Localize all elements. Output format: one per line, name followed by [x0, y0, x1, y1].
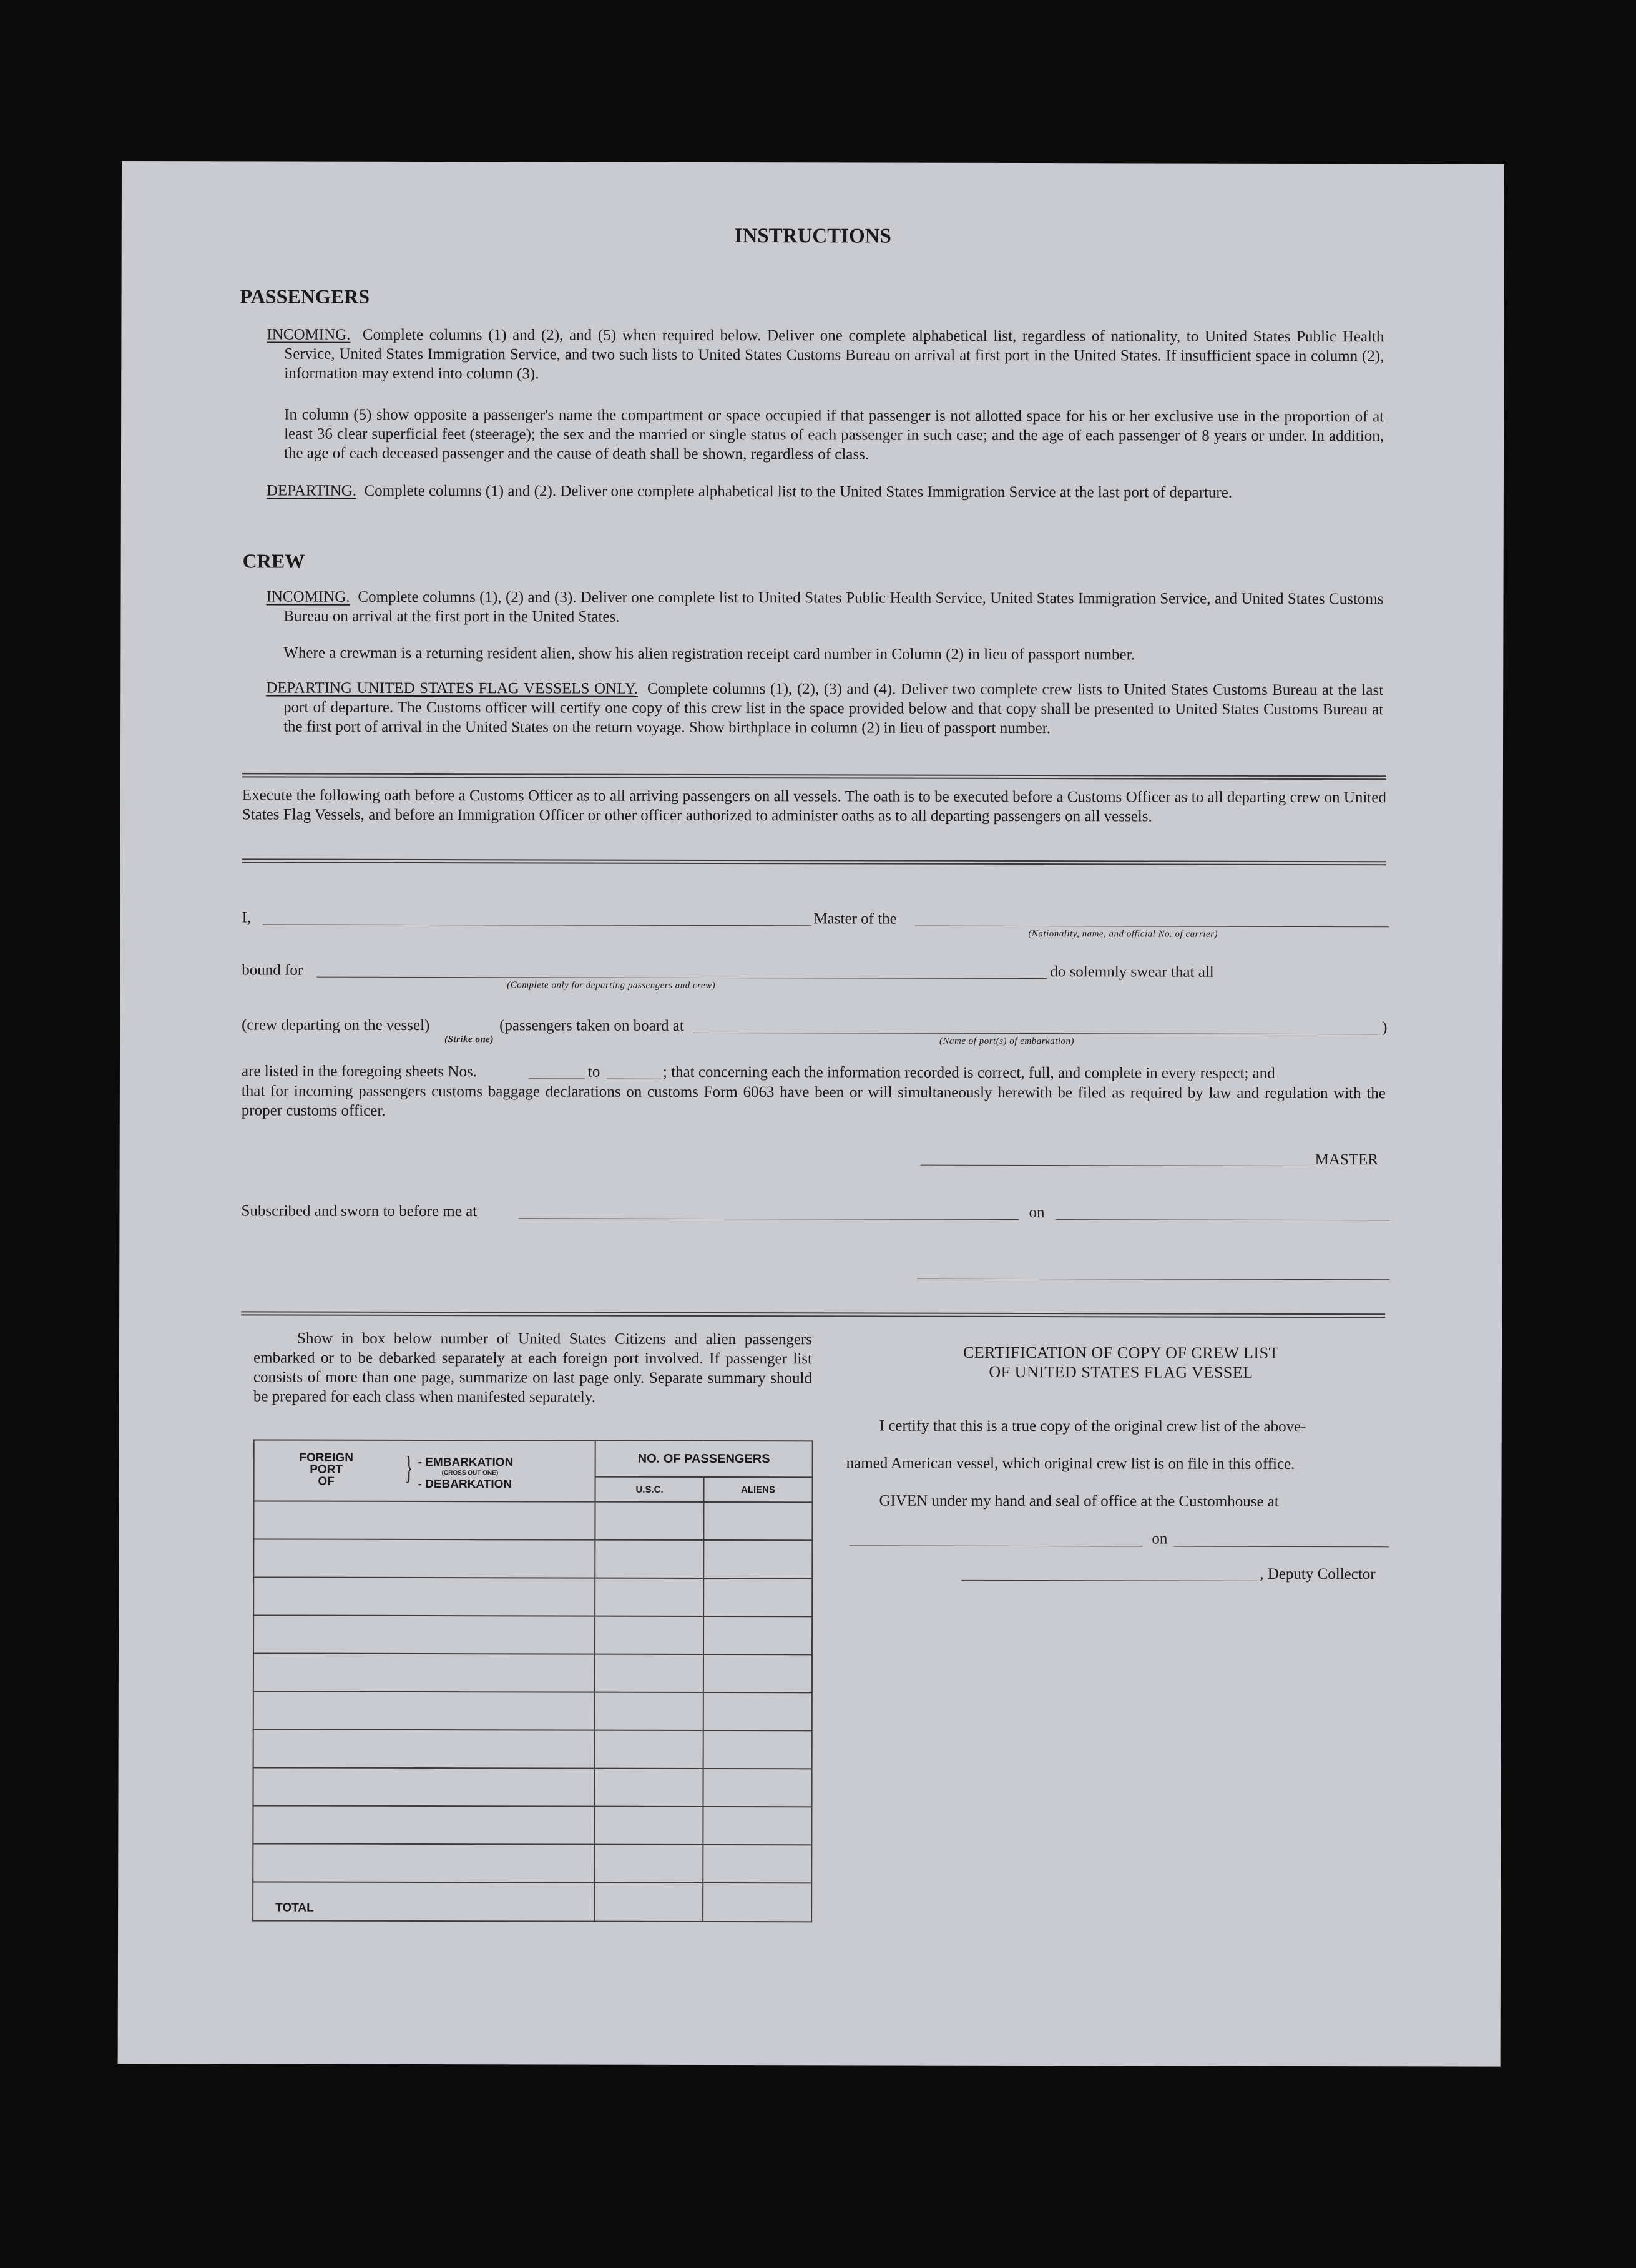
port-cell[interactable]: [253, 1615, 595, 1654]
master-of-label: Master of the: [813, 910, 897, 928]
port-cell[interactable]: [253, 1539, 595, 1578]
master-signature-field[interactable]: [921, 1165, 1320, 1166]
port-cell[interactable]: [253, 1691, 595, 1730]
aliens-header: ALIENS: [704, 1477, 813, 1502]
listed-start: are listed in the foregoing sheets Nos.: [241, 1063, 477, 1081]
port-header-line: OF: [318, 1475, 335, 1488]
crew-incoming: [266, 587, 1383, 628]
divider: [241, 1311, 1385, 1318]
usc-cell[interactable]: [595, 1616, 703, 1654]
form-page: [118, 161, 1504, 2067]
passenger-summary-table: [252, 1439, 813, 1922]
aliens-cell[interactable]: [703, 1769, 811, 1807]
customhouse-field[interactable]: [849, 1545, 1142, 1546]
summary-row: [253, 1501, 812, 1540]
port-header-cell: [254, 1440, 595, 1501]
master-label: MASTER: [1315, 1151, 1379, 1169]
summary-row: [253, 1805, 811, 1845]
summary-row: [253, 1843, 811, 1883]
crew-resident: Where a crewman is a returning resident alien, show his alien registration receipt card number in Column (2) in lieu of passport number.: [283, 644, 1135, 664]
crew-departing: [266, 678, 1383, 739]
passenger-option: (passengers taken on board at: [499, 1017, 684, 1034]
port-caption: (Name of port(s) of embarkation): [939, 1036, 1075, 1047]
crew-incoming-text: Complete columns (1), (2) and (3). Deliver one complete list to United States Public Health Service, United States Immigration Service, and United States Customs Bureau on arrival at the first port in the United States.: [283, 588, 1384, 626]
listed-rest: ; that concerning each the information recorded is correct, full, and complete in every respect; and: [662, 1063, 1275, 1082]
port-cell[interactable]: [253, 1767, 594, 1806]
passengers-departing-text: Complete columns (1) and (2). Deliver one complete alphabetical list to the United States Immigration Service at the last port of departure.: [364, 482, 1233, 501]
summary-instructions: Show in box below number of United States Citizens and alien passengers embarked or to be debarked separately at each foreign port involved. If passenger list consists of more than one page, summarize on last page only. Separate summary should be prepared for each class when manifested separately.: [253, 1330, 813, 1406]
passengers-incoming-text: Complete columns (1) and (2), and (5) when required below. Deliver one complete alphabetical list, regardless of nationality, to United States Public Health Service, United States Immigration Service, and two such lists to United States Customs Bureau on arrival at first port in the United States. If insufficient space in column (2), information may extend into column (3).: [284, 326, 1384, 383]
usc-cell[interactable]: [595, 1540, 703, 1578]
total-label: TOTAL: [253, 1882, 594, 1921]
certification-title-line: OF UNITED STATES FLAG VESSEL: [989, 1362, 1253, 1382]
sworn-date-field[interactable]: [1056, 1219, 1389, 1220]
usc-cell[interactable]: [594, 1807, 703, 1845]
cert-line-1: I certify that this is a true copy of the original crew list of the above-: [879, 1417, 1306, 1435]
usc-cell[interactable]: [595, 1730, 703, 1769]
aliens-cell[interactable]: [703, 1616, 812, 1654]
passengers-heading: PASSENGERS: [240, 285, 370, 308]
cert-on-label: on: [1152, 1530, 1168, 1548]
aliens-cell[interactable]: [703, 1540, 812, 1578]
strike-caption: (Strike one): [444, 1034, 494, 1045]
cert-line-2: named American vessel, which original crew list is on file in this office.: [846, 1455, 1295, 1473]
embarkation-port-field[interactable]: [693, 1033, 1379, 1034]
officer-signature-field[interactable]: [917, 1279, 1389, 1280]
deputy-label: , Deputy Collector: [1260, 1565, 1376, 1583]
port-cell[interactable]: [253, 1653, 595, 1692]
cross-header: (CROSS OUT ONE): [441, 1470, 499, 1477]
bound-for-field[interactable]: [316, 977, 1047, 979]
usc-cell[interactable]: [594, 1769, 703, 1807]
port-header: [289, 1452, 364, 1488]
passengers-departing: [267, 481, 1384, 503]
summary-row: [253, 1653, 812, 1692]
port-cell[interactable]: [253, 1729, 595, 1768]
certification-title: [840, 1342, 1402, 1382]
sworn-place-field[interactable]: [519, 1218, 1018, 1220]
bound-for-caption: (Complete only for departing passengers and crew): [507, 980, 716, 991]
crew-incoming-label: INCOMING.: [266, 588, 350, 606]
brace-icon: }: [404, 1450, 413, 1486]
summary-row: [253, 1767, 811, 1807]
sheet-from-field[interactable]: [529, 1078, 585, 1079]
total-usc-cell[interactable]: [594, 1883, 703, 1922]
passengers-departing-label: DEPARTING.: [266, 482, 357, 499]
carrier-field[interactable]: [914, 926, 1389, 928]
summary-row: [253, 1577, 812, 1616]
summary-row: [253, 1539, 812, 1578]
passengers-incoming-label: INCOMING.: [267, 326, 351, 343]
aliens-cell[interactable]: [703, 1845, 811, 1883]
port-cell[interactable]: [253, 1501, 595, 1539]
usc-cell[interactable]: [595, 1654, 703, 1692]
crew-option: (crew departing on the vessel): [242, 1016, 430, 1034]
oath-intro: Execute the following oath before a Customs Officer as to all arriving passengers on all vessels. The oath is to be executed before a Customs Officer as to all departing crew on United States Flag Vessels, and before an Immigration Officer or other officer authorized to administer oaths as to all departing passengers on all vessels.: [242, 787, 1386, 825]
debark-header: - DEBARKATION: [418, 1477, 512, 1491]
port-header-line: PORT: [310, 1463, 343, 1476]
deputy-signature-field[interactable]: [961, 1580, 1258, 1581]
aliens-cell[interactable]: [703, 1730, 812, 1769]
aliens-cell[interactable]: [703, 1654, 812, 1692]
summary-row: [253, 1691, 812, 1730]
sworn-on-label: on: [1029, 1204, 1045, 1222]
passengers-incoming: [267, 325, 1384, 385]
usc-cell[interactable]: [595, 1692, 703, 1730]
usc-cell[interactable]: [594, 1845, 703, 1883]
bound-for-label: bound for: [242, 961, 303, 979]
port-cell[interactable]: [253, 1843, 594, 1882]
summary-rows: [253, 1501, 812, 1883]
port-cell[interactable]: [253, 1577, 595, 1616]
crew-departing-text: Complete columns (1), (2), (3) and (4). Deliver two complete crew lists to United States Customs Bureau at the last port of departure. The Customs officer will certify one copy of this crew list in the space provided below and that copy shall be presented to United States Customs Bureau at the first port of arrival in the United States on the return voyage. Show birthplace in column (2) in lieu of passport number.: [283, 680, 1384, 737]
passengers-column5: In column (5) show opposite a passenger's name the compartment or space occupied if that passenger is not allotted space for his or her exclusive use in the proportion of at least 36 clear superficial feet (steerage); the sex and the married or single status of each passenger in such case; and the age of each passenger of 8 years or under. In addition, the age of each deceased passenger and the cause of death shall be shown, regardless of class.: [283, 406, 1384, 463]
num-passengers-header: NO. OF PASSENGERS: [595, 1441, 813, 1478]
crew-departing-label: DEPARTING UNITED STATES FLAG VESSELS ONLY.: [266, 679, 638, 697]
to-label: to: [587, 1063, 600, 1081]
swear-label: do solemnly swear that all: [1050, 963, 1214, 981]
embark-header: - EMBARKATION: [418, 1455, 514, 1470]
close-paren: ): [1382, 1019, 1388, 1036]
usc-cell[interactable]: [595, 1502, 703, 1540]
certification-title-line: CERTIFICATION OF COPY OF CREW LIST: [963, 1343, 1279, 1362]
page-title: INSTRUCTIONS: [734, 225, 891, 248]
master-name-field[interactable]: [262, 924, 811, 926]
divider: [242, 858, 1386, 865]
divider: [242, 773, 1386, 780]
aliens-cell[interactable]: [703, 1578, 812, 1616]
port-cell[interactable]: [253, 1805, 594, 1844]
aliens-cell[interactable]: [703, 1502, 812, 1540]
oath-i-label: I,: [242, 909, 252, 926]
port-header-line: FOREIGN: [299, 1451, 353, 1465]
aliens-cell[interactable]: [703, 1692, 812, 1730]
carrier-caption: (Nationality, name, and official No. of carrier): [1028, 929, 1218, 940]
aliens-cell[interactable]: [703, 1807, 811, 1845]
usc-cell[interactable]: [595, 1578, 703, 1616]
subscribed-label: Subscribed and sworn to before me at: [241, 1202, 478, 1220]
usc-header: U.S.C.: [595, 1477, 704, 1502]
crew-heading: CREW: [242, 549, 305, 572]
cert-date-field[interactable]: [1173, 1546, 1389, 1548]
summary-row: [253, 1615, 812, 1654]
total-aliens-cell[interactable]: [703, 1883, 811, 1922]
summary-row: [253, 1729, 812, 1769]
cert-line-3: GIVEN under my hand and seal of office at the Customhouse at: [879, 1492, 1279, 1510]
listed-more: that for incoming passengers customs baggage declarations on customs Form 6063 have been or will simultaneously herewith be filed as required by law and regulation with the proper customs officer.: [241, 1082, 1386, 1119]
